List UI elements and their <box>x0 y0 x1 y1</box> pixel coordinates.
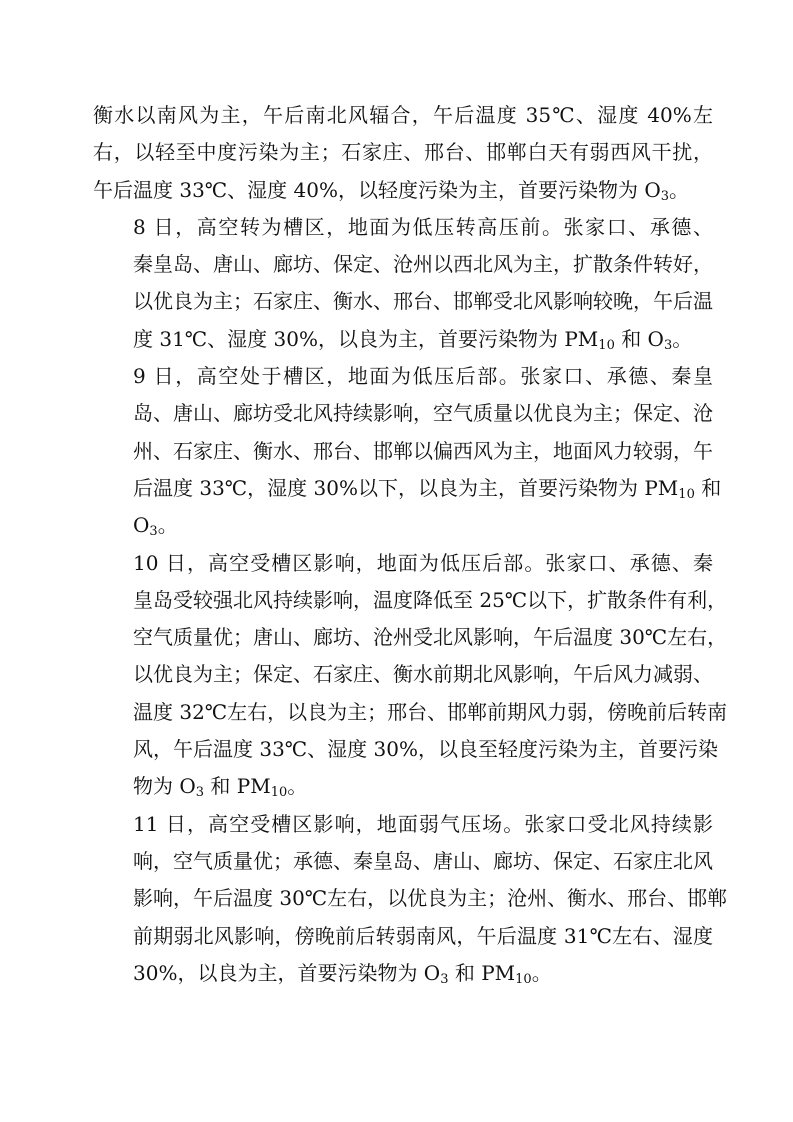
text-line: 10 日，高空受槽区影响，地面为低压后部。张家口、承德、秦 <box>133 550 713 575</box>
text-line: 温度 32℃左右，以良为主；邢台、邯郸前期风力弱，傍晚前后转南 <box>133 699 728 724</box>
text-line: 岛、唐山、廊坊受北风持续影响，空气质量以优良为主；保定、沧 <box>133 401 713 426</box>
paragraph <box>93 209 713 358</box>
text-line: 前期弱北风影响，傍晚前后转弱南风，午后温度 31℃左右、湿度 <box>133 923 713 948</box>
text-line: 衡水以南风为主，午后南北风辐合，午后温度 35℃、湿度 40%左 <box>93 103 713 127</box>
text-line: 皇岛受较强北风持续影响，温度降低至 25℃以下，扩散条件有利， <box>133 587 728 612</box>
text-line: $O_3$。 <box>133 513 178 540</box>
paragraph <box>93 358 722 544</box>
text-line: 度 31℃、湿度 30%，以良为主，首要污染物为 $PM_{10}$ 和 $O_3$。 <box>133 326 693 353</box>
text-line: 秦皇岛、唐山、廊坊、保定、沧州以西北风为主，扩散条件转好， <box>133 252 713 277</box>
text-line: 8 日，高空转为槽区，地面为低压转高压前。张家口、承德、 <box>133 214 713 239</box>
text-line: 以优良为主；石家庄、衡水、邢台、邯郸受北风影响较晚，午后温 <box>133 289 713 314</box>
text-line: 州、石家庄、衡水、邢台、邯郸以偏西风为主，地面风力较弱，午 <box>133 438 713 463</box>
text-line: 右，以轻至中度污染为主；石家庄、邢台、邯郸白天有弱西风干扰， <box>93 140 713 165</box>
text-line: 9 日，高空处于槽区，地面为低压后部。张家口、承德、秦皇 <box>133 364 713 389</box>
text-line: 30%，以良为主，首要污染物为 $O_3$ 和 $PM_{10}$。 <box>133 960 552 987</box>
paragraph <box>93 545 728 806</box>
paragraph <box>93 97 713 209</box>
text-line: 空气质量优；唐山、廊坊、沧州受北风影响，午后温度 30℃左右， <box>133 625 728 650</box>
paragraph <box>93 806 728 992</box>
text-line: 物为 $O_3$ 和 $PM_{10}$。 <box>133 774 308 801</box>
text-line: 风，午后温度 33℃、湿度 30%，以良至轻度污染为主，首要污染 <box>133 737 718 762</box>
text-line: 响，空气质量优；承德、秦皇岛、唐山、廊坊、保定、石家庄北风 <box>133 848 713 873</box>
text-line: 影响，午后温度 30℃左右，以优良为主；沧州、衡水、邢台、邯郸 <box>133 886 728 911</box>
text-line: 以优良为主；保定、石家庄、衡水前期北风影响，午后风力减弱、 <box>133 662 713 687</box>
text-line: 11 日，高空受槽区影响，地面弱气压场。张家口受北风持续影 <box>133 811 713 836</box>
text-line: 午后温度 33℃、湿度 40%，以轻度污染为主，首要污染物为 $O_3$。 <box>93 177 690 204</box>
document-page <box>93 97 728 992</box>
text-line: 后温度 33℃，湿度 30%以下，以良为主，首要污染物为 $PM_{10}$ 和 <box>133 475 722 502</box>
